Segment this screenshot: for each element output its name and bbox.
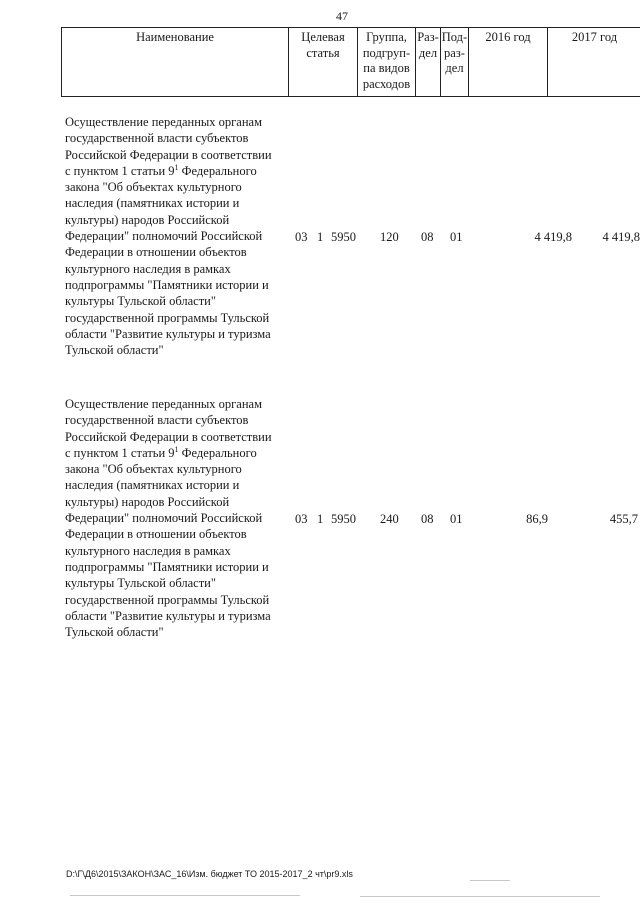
name-line: Тульской области" [65,625,164,640]
name-line: государственной власти субъектов [65,131,249,146]
scan-artifact [70,895,300,896]
name-line: Федерации" полномочий Российской [65,229,263,244]
group-code: 240 [380,512,399,526]
target-article-part2: 1 [317,230,324,244]
superscript: 1 [174,162,179,172]
name-line: культуры) народов Российской [65,212,230,227]
target-article-part1: 03 [295,230,308,244]
name-line: Осуществление переданных органам [65,115,262,129]
header-target-article [289,28,358,96]
amount-2016: 4 419,8 [534,230,572,244]
scan-artifact [470,880,510,881]
name-line: Федерации" полномочий Российской [65,511,263,526]
name-line: с пунктом 1 статьи $9^1$ Федерального [65,162,257,178]
name-line: государственной программы Тульской [65,310,270,325]
name-line: подпрограммы "Памятники истории и [65,277,269,292]
name-line: наследия (памятниках истории и [65,478,240,493]
name-line: наследия (памятниках истории и [65,196,240,211]
section-code: 08 [421,230,434,244]
header-target-line: статья [306,45,340,60]
header-name [62,28,289,96]
header-2016 [469,28,548,96]
superscript: 1 [174,444,179,454]
header-group [358,28,416,96]
header-subsection-line: Под- [441,30,468,44]
header-group-line: Группа, [366,30,407,44]
subsection-code: 01 [450,512,463,526]
name-line: Тульской области" [65,343,164,358]
subsection-code: 01 [450,230,463,244]
name-line: культуры Тульской области" [65,576,216,591]
section-code: 08 [421,512,434,526]
header-section-line: дел [418,45,438,60]
name-line: культуры Тульской области" [65,294,216,309]
name-line: Федерации в отношении объектов [65,245,247,260]
target-article-part3: 5950 [331,230,356,244]
scan-artifact [360,896,600,897]
target-article-part3: 5950 [331,512,356,526]
header-group-line: подгруп- [362,45,411,60]
amount-2016: 86,9 [526,512,548,526]
header-2017 [548,28,640,96]
footer-file-path: D:\Г\Д6\2015\ЗАКОН\ЗАС_16\Изм. бюджет ТО 2015-2017_2 чт\pr9.xls [66,869,353,879]
header-section-line: Раз- [417,30,439,44]
header-target-line: Целевая [301,30,345,44]
name-line: Федерации в отношении объектов [65,527,247,542]
name-line: Осуществление переданных органам [65,397,262,411]
name-line: области "Развитие культуры и туризма [65,608,271,623]
name-line: подпрограммы "Памятники истории и [65,559,269,574]
header-subsection-line: дел [445,61,464,75]
table-header [61,27,640,97]
target-article-part1: 03 [295,512,308,526]
header-name-text: Наименование [136,30,214,44]
header-group-line: расходов [362,76,411,91]
name-line: культуры) народов Российской [65,494,230,509]
amount-2017: 4 419,8 [602,230,640,244]
header-section [416,28,441,96]
name-line: государственной программы Тульской [65,592,270,607]
amount-2017: 455,7 [609,512,638,526]
group-code: 120 [380,230,399,244]
name-line: государственной власти субъектов [65,413,249,428]
name-line: с пунктом 1 статьи $9^1$ Федерального [65,444,257,460]
header-2016-text: 2016 год [485,30,531,44]
name-line: культурного наследия в рамках [65,543,231,558]
name-line: закона "Об объектах культурного [65,180,242,195]
name-line: Российской Федерации в соответствии [65,429,272,444]
page-number: 47 [336,9,348,23]
header-group-line: па видов [363,61,410,75]
row-name [65,114,290,358]
name-line: области "Развитие культуры и туризма [65,326,271,341]
header-2017-text: 2017 год [571,30,618,44]
name-line: культурного наследия в рамках [65,261,231,276]
row-name [65,396,290,640]
header-subsection [441,28,469,96]
header-subsection-line: раз- [444,45,465,60]
target-article-part2: 1 [317,512,324,526]
name-line: Российской Федерации в соответствии [65,147,272,162]
name-line: закона "Об объектах культурного [65,462,242,477]
